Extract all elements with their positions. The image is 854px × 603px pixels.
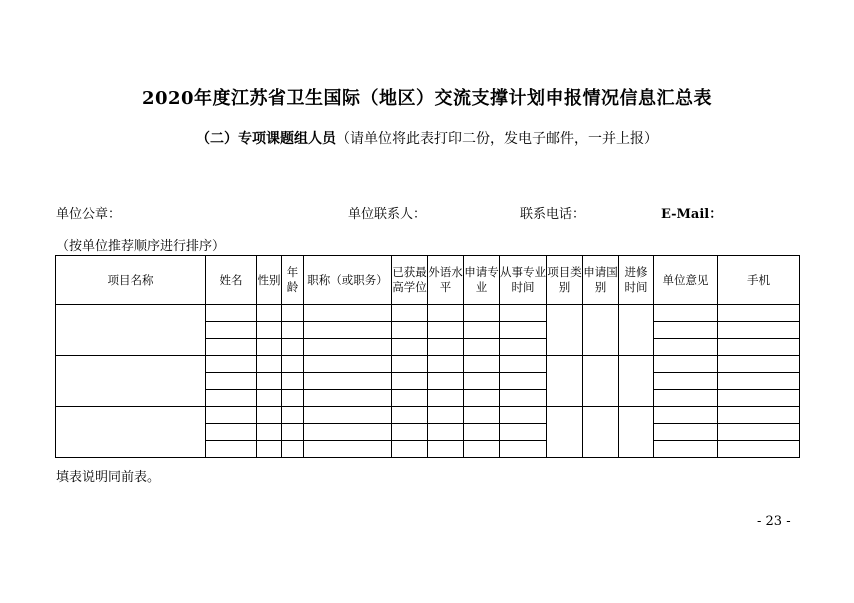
table-cell[interactable] xyxy=(500,407,547,424)
table-cell[interactable] xyxy=(654,441,718,458)
table-cell[interactable] xyxy=(206,339,257,356)
table-cell[interactable] xyxy=(304,424,392,441)
header-name: 姓名 xyxy=(206,256,257,305)
table-cell[interactable] xyxy=(428,407,464,424)
table-cell[interactable] xyxy=(304,441,392,458)
table-cell[interactable] xyxy=(304,322,392,339)
table-cell[interactable] xyxy=(206,322,257,339)
study-time-cell[interactable] xyxy=(619,305,654,356)
header-country: 申请国别 xyxy=(583,256,619,305)
document-title: 2020年度江苏省卫生国际（地区）交流支撑计划申报情况信息汇总表 xyxy=(141,88,713,109)
table-cell[interactable] xyxy=(206,305,257,322)
table-cell[interactable] xyxy=(257,373,282,390)
table-cell[interactable] xyxy=(500,322,547,339)
table-cell[interactable] xyxy=(654,339,718,356)
table-cell[interactable] xyxy=(392,339,428,356)
table-cell[interactable] xyxy=(718,441,800,458)
project-type-cell[interactable] xyxy=(547,356,583,407)
table-cell[interactable] xyxy=(282,356,304,373)
table-cell[interactable] xyxy=(392,373,428,390)
table-cell[interactable] xyxy=(464,339,500,356)
table-cell[interactable] xyxy=(464,390,500,407)
table-cell[interactable] xyxy=(464,441,500,458)
table-header-row xyxy=(56,256,800,305)
country-cell[interactable] xyxy=(583,356,619,407)
table-cell[interactable] xyxy=(500,424,547,441)
table-cell[interactable] xyxy=(500,356,547,373)
table-cell[interactable] xyxy=(392,424,428,441)
table-cell[interactable] xyxy=(464,356,500,373)
table-cell[interactable] xyxy=(282,322,304,339)
table-cell[interactable] xyxy=(206,424,257,441)
header-specialty: 申请专业 xyxy=(464,256,500,305)
seal-label: 单位公章： xyxy=(56,207,122,222)
table-cell[interactable] xyxy=(392,322,428,339)
project-cell[interactable] xyxy=(56,305,206,356)
table-cell[interactable] xyxy=(500,305,547,322)
table-cell[interactable] xyxy=(304,305,392,322)
table-cell[interactable] xyxy=(718,390,800,407)
table-cell[interactable] xyxy=(206,356,257,373)
table-cell[interactable] xyxy=(500,339,547,356)
table-cell[interactable] xyxy=(282,305,304,322)
table-cell[interactable] xyxy=(206,441,257,458)
project-type-cell[interactable] xyxy=(547,305,583,356)
table-cell[interactable] xyxy=(257,441,282,458)
email-label: E-Mail： xyxy=(661,207,723,222)
table-row xyxy=(56,356,800,373)
table-cell[interactable] xyxy=(718,339,800,356)
header-project-name: 项目名称 xyxy=(56,256,206,305)
table-cell[interactable] xyxy=(257,407,282,424)
table-cell[interactable] xyxy=(718,322,800,339)
order-note: （按单位推荐顺序进行排序） xyxy=(56,239,226,254)
contact-person-label: 单位联系人： xyxy=(348,207,427,222)
header-gender: 性别 xyxy=(257,256,282,305)
project-cell[interactable] xyxy=(56,356,206,407)
table-cell[interactable] xyxy=(282,390,304,407)
table-cell[interactable] xyxy=(257,424,282,441)
footnote: 填表说明同前表。 xyxy=(56,470,161,485)
table-row xyxy=(56,305,800,322)
subtitle-main: （二）专项课题组人员 xyxy=(196,131,336,147)
table-cell[interactable] xyxy=(392,390,428,407)
page-number: - 23 - xyxy=(757,514,791,529)
table-cell[interactable] xyxy=(718,356,800,373)
table-row xyxy=(56,407,800,424)
table-cell[interactable] xyxy=(304,373,392,390)
table-cell[interactable] xyxy=(654,390,718,407)
table-cell[interactable] xyxy=(464,305,500,322)
table-cell[interactable] xyxy=(654,322,718,339)
table-cell[interactable] xyxy=(500,390,547,407)
table-cell[interactable] xyxy=(654,407,718,424)
table-cell[interactable] xyxy=(257,305,282,322)
study-time-cell[interactable] xyxy=(619,356,654,407)
phone-label: 联系电话： xyxy=(520,207,586,222)
table-cell[interactable] xyxy=(304,390,392,407)
table-cell[interactable] xyxy=(718,373,800,390)
table-cell[interactable] xyxy=(654,424,718,441)
table-cell[interactable] xyxy=(718,407,800,424)
table-cell[interactable] xyxy=(718,305,800,322)
table-cell[interactable] xyxy=(428,441,464,458)
header-title: 职称（或职务） xyxy=(304,256,392,305)
table-cell[interactable] xyxy=(282,424,304,441)
table-cell[interactable] xyxy=(282,441,304,458)
table-cell[interactable] xyxy=(392,407,428,424)
table-cell[interactable] xyxy=(654,305,718,322)
study-time-cell[interactable] xyxy=(619,407,654,458)
table-cell[interactable] xyxy=(654,373,718,390)
table-cell[interactable] xyxy=(257,322,282,339)
table-cell[interactable] xyxy=(304,407,392,424)
table-cell[interactable] xyxy=(428,356,464,373)
table-cell[interactable] xyxy=(718,424,800,441)
table-cell[interactable] xyxy=(428,339,464,356)
header-unit-opinion: 单位意见 xyxy=(654,256,718,305)
table-cell[interactable] xyxy=(500,441,547,458)
table-cell[interactable] xyxy=(464,373,500,390)
table-cell[interactable] xyxy=(464,407,500,424)
table-cell[interactable] xyxy=(428,373,464,390)
table-cell[interactable] xyxy=(206,407,257,424)
header-project-type: 项目类别 xyxy=(547,256,583,305)
table-cell[interactable] xyxy=(206,390,257,407)
table-cell[interactable] xyxy=(257,356,282,373)
table-cell[interactable] xyxy=(304,339,392,356)
document-subtitle xyxy=(0,128,854,148)
table-cell[interactable] xyxy=(257,339,282,356)
table-cell[interactable] xyxy=(392,441,428,458)
project-type-cell[interactable] xyxy=(547,407,583,458)
table-cell[interactable] xyxy=(654,356,718,373)
personnel-table xyxy=(55,255,800,458)
header-age: 年龄 xyxy=(282,256,304,305)
table-cell[interactable] xyxy=(500,373,547,390)
table-cell[interactable] xyxy=(428,424,464,441)
table-cell[interactable] xyxy=(257,390,282,407)
table-cell[interactable] xyxy=(304,356,392,373)
project-cell[interactable] xyxy=(56,407,206,458)
country-cell[interactable] xyxy=(583,407,619,458)
subtitle-note: （请单位将此表打印二份，发电子邮件，一并上报） xyxy=(336,131,658,147)
country-cell[interactable] xyxy=(583,305,619,356)
table-cell[interactable] xyxy=(282,339,304,356)
table-cell[interactable] xyxy=(428,305,464,322)
table-cell[interactable] xyxy=(464,322,500,339)
header-study-time: 进修时间 xyxy=(619,256,654,305)
table-cell[interactable] xyxy=(428,390,464,407)
table-cell[interactable] xyxy=(392,356,428,373)
header-mobile: 手机 xyxy=(718,256,800,305)
table-cell[interactable] xyxy=(464,424,500,441)
table-cell[interactable] xyxy=(392,305,428,322)
header-degree: 已获最高学位 xyxy=(392,256,428,305)
table-cell[interactable] xyxy=(428,322,464,339)
table-cell[interactable] xyxy=(282,407,304,424)
header-language: 外语水平 xyxy=(428,256,464,305)
table-cell[interactable] xyxy=(282,373,304,390)
header-specialty-years: 从事专业时间 xyxy=(500,256,547,305)
table-cell[interactable] xyxy=(206,373,257,390)
